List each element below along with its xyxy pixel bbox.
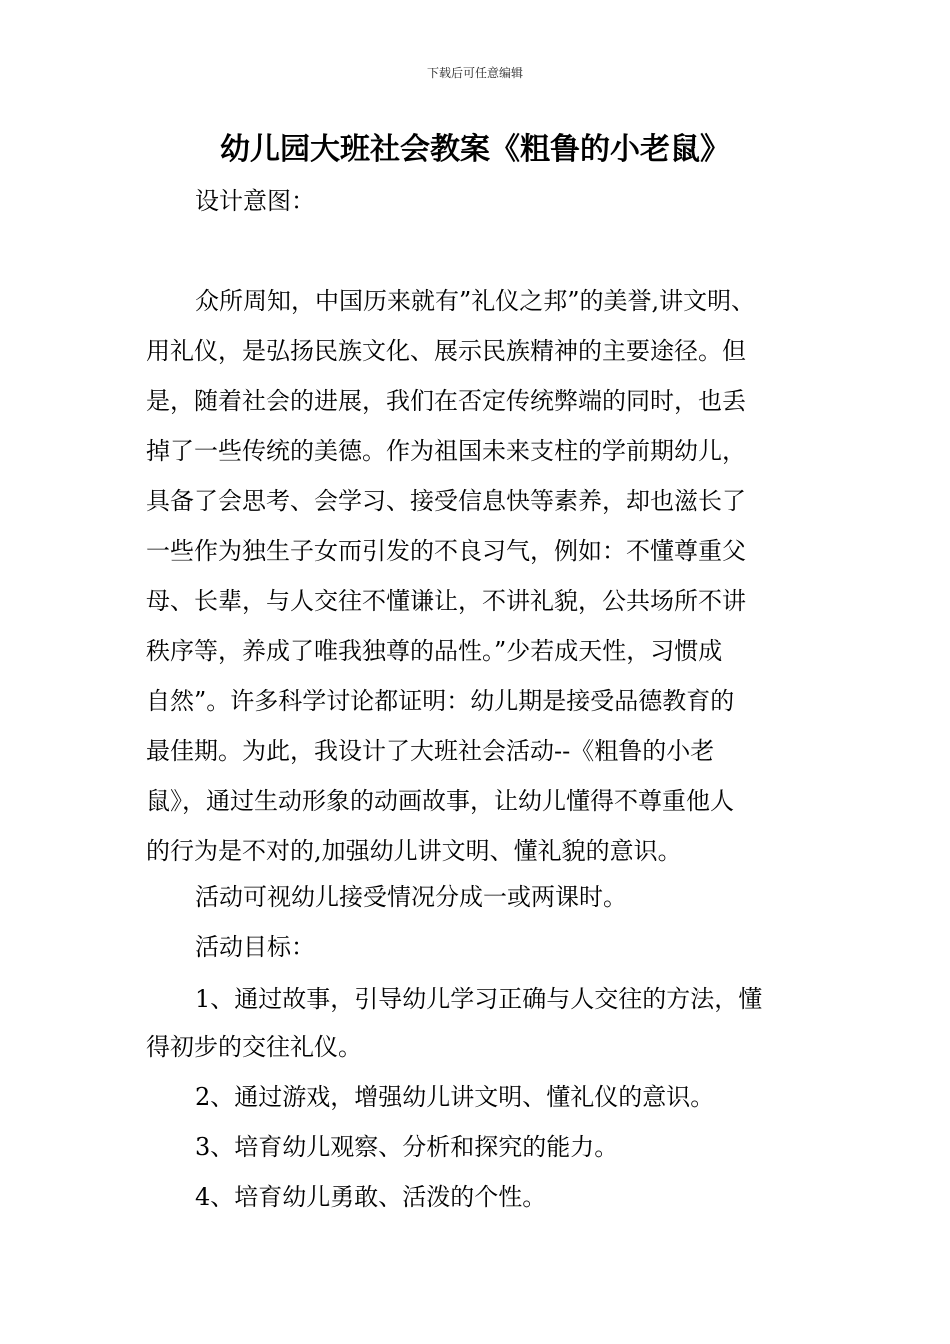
goal-item-3: 3、培育幼儿观察、分析和探究的能力。 [195,1133,619,1161]
goal-item-1-continued: 得初步的交往礼仪。 [146,1033,362,1061]
paragraph-line: 自然”。许多科学讨论都证明：幼儿期是接受品德教育的 [146,687,735,715]
goal-item-4: 4、培育幼儿勇敢、活泼的个性。 [195,1183,547,1211]
paragraph-line: 是，随着社会的进展，我们在否定传统弊端的同时，也丢 [146,387,746,415]
document-title: 幼儿园大班社会教案《粗鲁的小老鼠》 [220,132,730,167]
paragraph-line: 一些作为独生子女而引发的不良习气，例如：不懂尊重父 [146,537,746,565]
design-intent-heading: 设计意图： [195,187,315,215]
paragraph-line: 最佳期。为此，我设计了大班社会活动--《粗鲁的小老 [146,737,715,765]
header-note: 下载后可任意编辑 [426,66,523,80]
goals-heading: 活动目标： [195,933,315,961]
lesson-note: 活动可视幼儿接受情况分成一或两课时。 [195,883,627,911]
paragraph-line: 掉了一些传统的美德。作为祖国未来支柱的学前期幼儿， [146,437,746,465]
paragraph-line: 母、长辈，与人交往不懂谦让，不讲礼貌，公共场所不讲 [146,587,746,615]
paragraph-line: 的行为是不对的,加强幼儿讲文明、懂礼貌的意识。 [146,837,682,865]
goal-item-2: 2、通过游戏，增强幼儿讲文明、懂礼仪的意识。 [195,1083,715,1111]
paragraph-line: 用礼仪，是弘扬民族文化、展示民族精神的主要途径。但 [146,337,746,365]
paragraph-line: 秩序等，养成了唯我独尊的品性。”少若成天性，习惯成 [146,637,723,665]
paragraph-line: 具备了会思考、会学习、接受信息快等素养，却也滋长了 [146,487,746,515]
paragraph-line: 鼠》，通过生动形象的动画故事，让幼儿懂得不尊重他人 [146,787,734,815]
goal-item-1: 1、通过故事，引导幼儿学习正确与人交往的方法，懂 [195,985,763,1013]
paragraph-line: 众所周知，中国历来就有”礼仪之邦”的美誉,讲文明、 [195,287,756,315]
